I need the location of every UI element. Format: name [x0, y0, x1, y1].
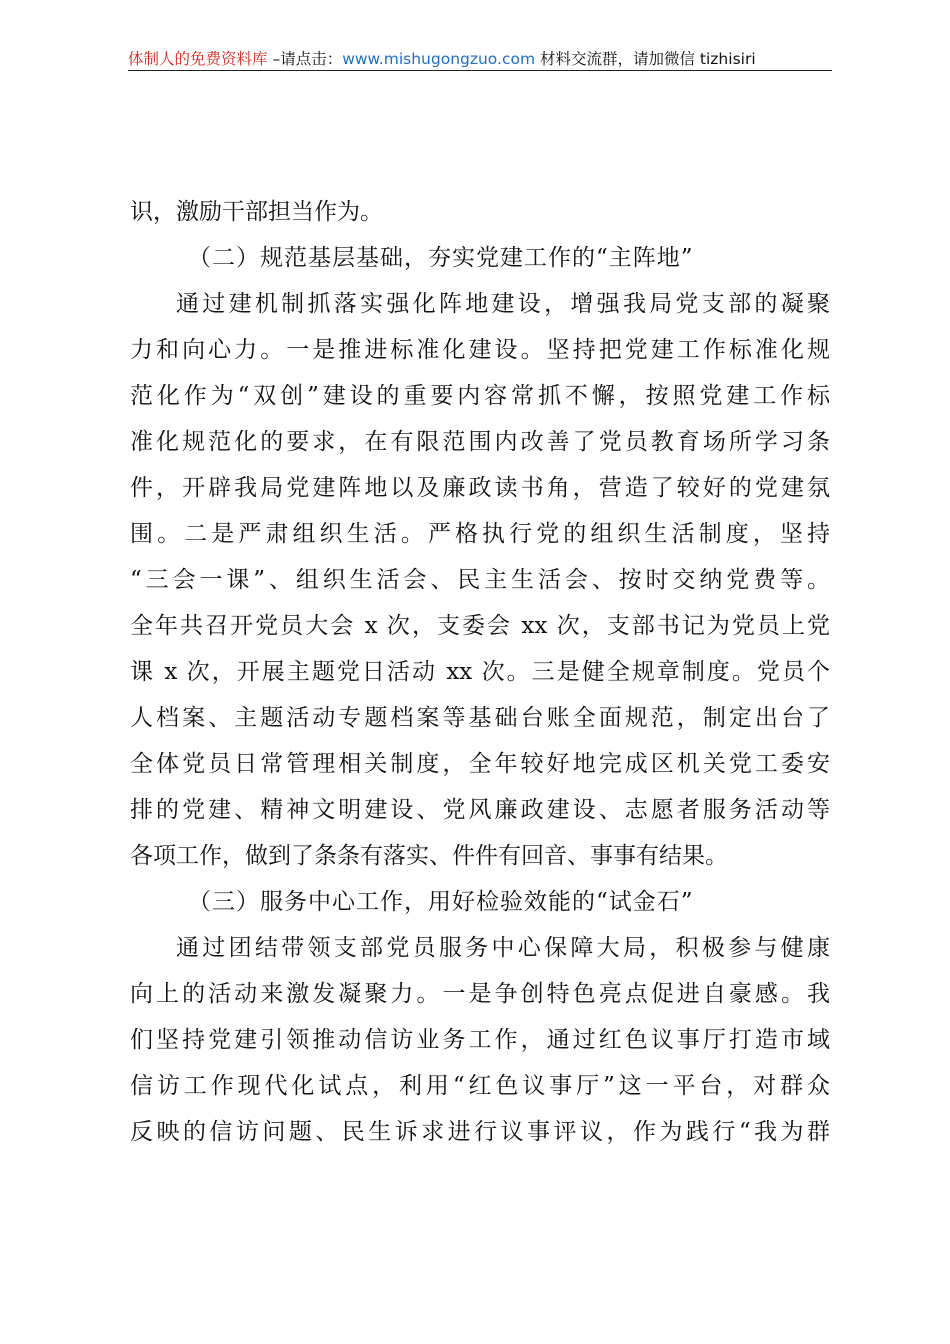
header-url-link[interactable]: www.mishugongzuo.com — [342, 50, 536, 68]
paragraph-line: 各项工作，做到了条条有落实、件件有回音、事事有结果。 — [130, 843, 728, 869]
header-click-prompt: –请点击： — [267, 50, 343, 68]
paragraph-line: 识，激励干部担当作为。 — [130, 199, 383, 225]
paragraph-line: 范化作为“双创”建设的重要内容常抓不懈，按照党建工作标 — [130, 383, 830, 409]
section-heading: （二）规范基层基础，夯实党建工作的“主阵地” — [188, 245, 694, 271]
paragraph-line: 全体党员日常管理相关制度，全年较好地完成区机关党工委安 — [130, 751, 830, 777]
page-header — [128, 48, 832, 70]
section-heading: （三）服务中心工作，用好检验效能的“试金石” — [188, 889, 694, 915]
paragraph-line: 准化规范化的要求，在有限范围内改善了党员教育场所学习条 — [130, 429, 830, 455]
header-wechat-note: 材料交流群，请加微信 tizhisiri — [535, 50, 756, 68]
paragraph-line: 课 x 次，开展主题党日活动 xx 次。三是健全规章制度。党员个 — [130, 659, 830, 685]
paragraph-line: 全年共召开党员大会 x 次，支委会 xx 次，支部书记为党员上党 — [130, 613, 830, 639]
paragraph-line: 围。二是严肃组织生活。严格执行党的组织生活制度，坚持 — [130, 521, 830, 547]
paragraph-line: 排的党建、精神文明建设、党风廉政建设、志愿者服务活动等 — [130, 797, 830, 823]
paragraph-line: 们坚持党建引领推动信访业务工作，通过红色议事厅打造市域 — [130, 1027, 830, 1053]
paragraph-line: 通过建机制抓落实强化阵地建设，增强我局党支部的凝聚 — [176, 291, 830, 317]
header-site-name: 体制人的免费资料库 — [128, 50, 268, 68]
document-body — [130, 189, 830, 1155]
paragraph-line: 向上的活动来激发凝聚力。一是争创特色亮点促进自豪感。我 — [130, 981, 830, 1007]
paragraph-line: “三会一课”、组织生活会、民主生活会、按时交纳党费等。 — [130, 567, 830, 593]
paragraph-line: 力和向心力。一是推进标准化建设。坚持把党建工作标准化规 — [130, 337, 830, 363]
paragraph-line: 件，开辟我局党建阵地以及廉政读书角，营造了较好的党建氛 — [130, 475, 830, 501]
paragraph-line: 反映的信访问题、民生诉求进行议事评议，作为践行“我为群 — [130, 1119, 830, 1145]
paragraph-line: 信访工作现代化试点，利用“红色议事厅”这一平台，对群众 — [130, 1073, 830, 1099]
paragraph-line: 通过团结带领支部党员服务中心保障大局，积极参与健康 — [176, 935, 830, 961]
paragraph-line: 人档案、主题活动专题档案等基础台账全面规范，制定出台了 — [130, 705, 830, 731]
header-divider — [128, 70, 832, 71]
